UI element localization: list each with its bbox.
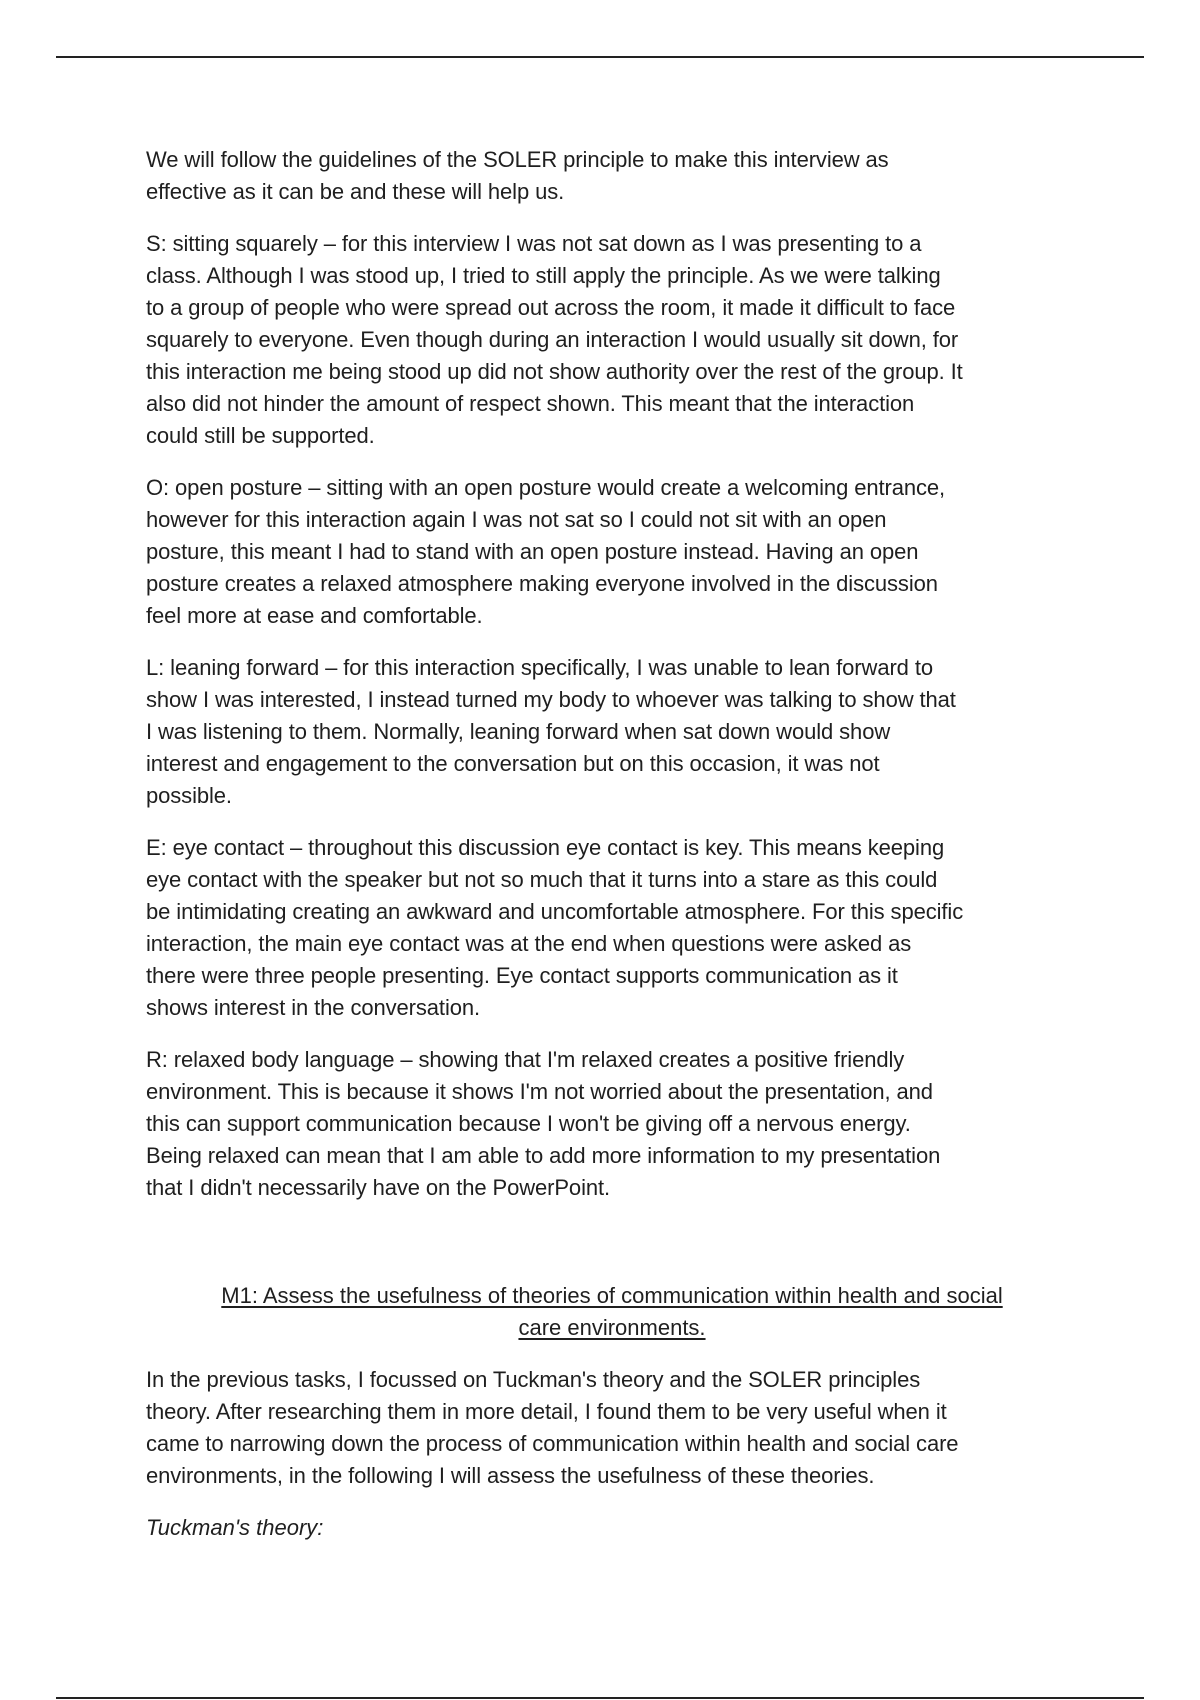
heading-line: care environments.: [518, 1315, 706, 1340]
text-line: I was listening to them. Normally, leaning forward when sat down would show: [146, 719, 891, 744]
text-line: possible.: [146, 783, 232, 808]
text-line: posture, this meant I had to stand with an open posture instead. Having an open: [146, 539, 919, 564]
text-line: interaction, the main eye contact was at the end when questions were asked as: [146, 931, 912, 956]
soler-r-paragraph: [146, 1044, 1066, 1204]
closing-paragraph: [146, 1364, 1066, 1492]
text-line: environment. This is because it shows I'm not worried about the presentation, and: [146, 1079, 933, 1104]
text-line: In the previous tasks, I focussed on Tuckman's theory and the SOLER principles: [146, 1367, 921, 1392]
heading-line: M1: Assess the usefulness of theories of communication within health and social: [221, 1283, 1003, 1308]
text-line: L: leaning forward – for this interaction specifically, I was unable to lean forward to: [146, 655, 933, 680]
intro-paragraph: [146, 144, 1066, 208]
text-line: Being relaxed can mean that I am able to add more information to my presentation: [146, 1143, 941, 1168]
soler-l-paragraph: [146, 652, 1066, 812]
text-line: squarely to everyone. Even though during an interaction I would usually sit down, for: [146, 327, 959, 352]
soler-s-paragraph: [146, 228, 1066, 452]
text-line: posture creates a relaxed atmosphere making everyone involved in the discussion: [146, 571, 938, 596]
text-line: to a group of people who were spread out across the room, it made it difficult to face: [146, 295, 956, 320]
text-line: be intimidating creating an awkward and uncomfortable atmosphere. For this specific: [146, 899, 964, 924]
text-line: that I didn't necessarily have on the PowerPoint.: [146, 1175, 611, 1200]
text-line: R: relaxed body language – showing that I'm relaxed creates a positive friendly: [146, 1047, 905, 1072]
text-line: could still be supported.: [146, 423, 375, 448]
text-line: shows interest in the conversation.: [146, 995, 481, 1020]
text-line: interest and engagement to the conversation but on this occasion, it was not: [146, 751, 880, 776]
text-line: there were three people presenting. Eye contact supports communication as it: [146, 963, 898, 988]
text-line: O: open posture – sitting with an open posture would create a welcoming entrance,: [146, 475, 946, 500]
text-line: eye contact with the speaker but not so much that it turns into a stare as this could: [146, 867, 938, 892]
document-body: [146, 144, 1066, 1544]
top-rule: [56, 56, 1144, 58]
soler-o-paragraph: [146, 472, 1066, 632]
text-line: came to narrowing down the process of communication within health and social care: [146, 1431, 959, 1456]
soler-e-paragraph: [146, 832, 1066, 1024]
text-line: S: sitting squarely – for this interview I was not sat down as I was presenting to a: [146, 231, 922, 256]
text-line: environments, in the following I will assess the usefulness of these theories.: [146, 1463, 875, 1488]
text-line: We will follow the guidelines of the SOLER principle to make this interview as: [146, 147, 889, 172]
text-line: feel more at ease and comfortable.: [146, 603, 483, 628]
text-line: show I was interested, I instead turned my body to whoever was talking to show that: [146, 687, 956, 712]
subheading-tuckman: Tuckman's theory:: [146, 1515, 324, 1540]
text-line: theory. After researching them in more detail, I found them to be very useful when it: [146, 1399, 947, 1424]
text-line: this interaction me being stood up did not show authority over the rest of the group. It: [146, 359, 963, 384]
section-heading: [146, 1280, 1066, 1344]
text-line: this can support communication because I won't be giving off a nervous energy.: [146, 1111, 911, 1136]
text-line: however for this interaction again I was not sat so I could not sit with an open: [146, 507, 887, 532]
bottom-rule: [56, 1697, 1144, 1699]
text-line: E: eye contact – throughout this discussion eye contact is key. This means keeping: [146, 835, 945, 860]
text-line: effective as it can be and these will help us.: [146, 179, 565, 204]
text-line: also did not hinder the amount of respect shown. This meant that the interaction: [146, 391, 915, 416]
text-line: class. Although I was stood up, I tried to still apply the principle. As we were talking: [146, 263, 941, 288]
